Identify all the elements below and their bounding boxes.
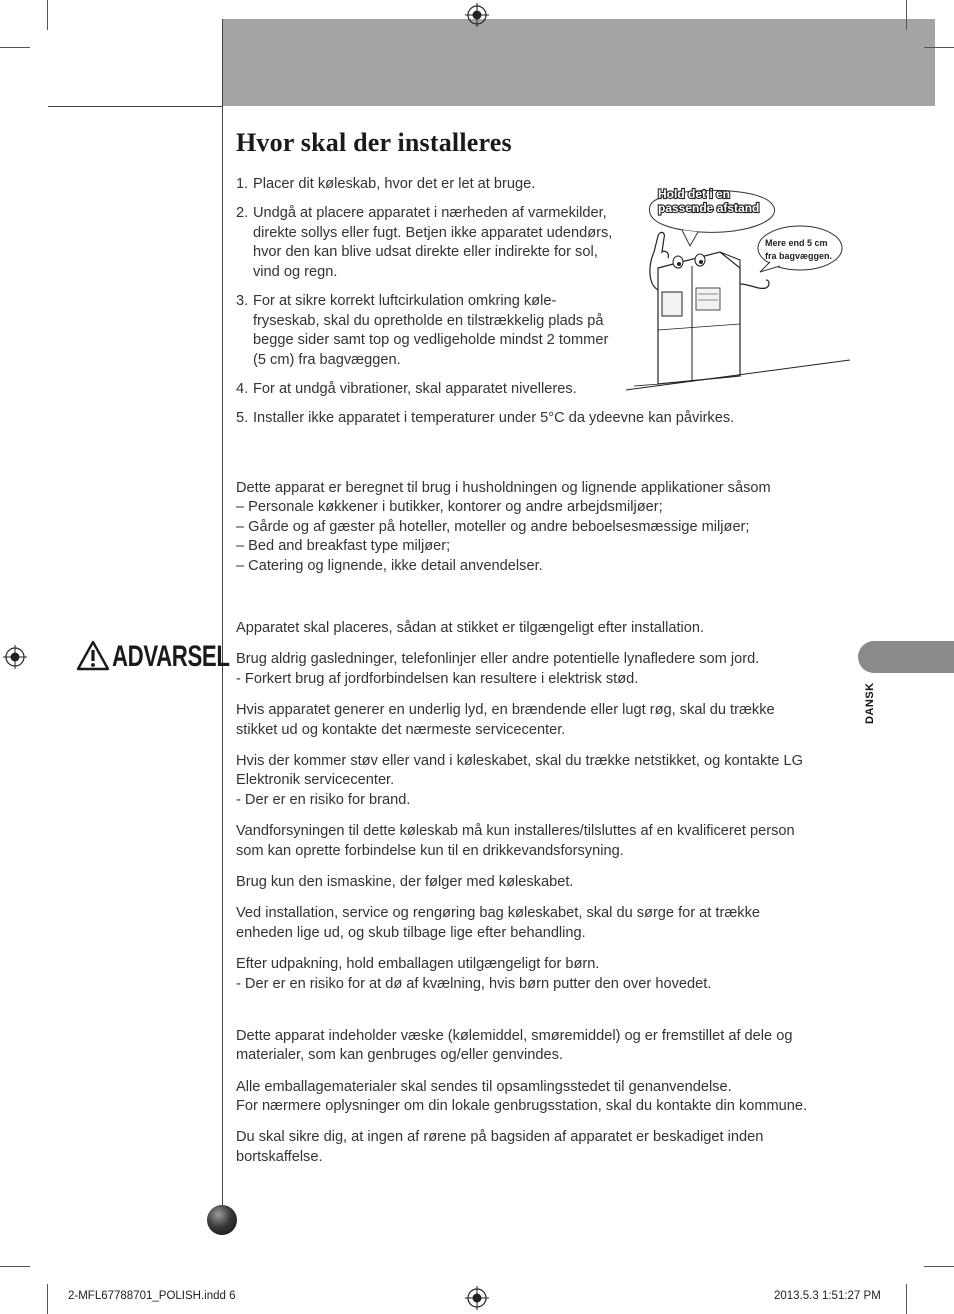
warning-paragraph: Efter udpakning, hold emballagen utilgængeligt for børn. bbox=[236, 956, 600, 972]
crop-mark bbox=[47, 1284, 48, 1314]
registration-mark-icon bbox=[3, 645, 27, 669]
crop-mark bbox=[47, 0, 48, 30]
usage-item: – Personale køkkener i butikker, kontorer og andre arbejdsmiljøer; bbox=[236, 499, 663, 515]
list-number: 2. bbox=[236, 205, 249, 221]
list-item bbox=[236, 409, 836, 429]
registration-mark-icon bbox=[465, 1286, 489, 1310]
warning-paragraph: stikket ud og kontakte det nærmeste servicecenter. bbox=[236, 722, 566, 738]
recycling-paragraph: Dette apparat indeholder væske (kølemiddel, smøremiddel) og er fremstillet af dele og bbox=[236, 1028, 793, 1044]
list-text: Undgå at placere apparatet i nærheden af varmekilder, direkte sollys eller fugt. Betjen ikke apparatet udendørs, hvor den kan blive udsat direkte eller indirekte for sol, vind og regn. bbox=[253, 205, 613, 280]
recycling-paragraph: For nærmere oplysninger om din lokale genbrugsstation, skal du kontakte din kommune. bbox=[236, 1098, 808, 1114]
warning-label: ADVARSEL bbox=[112, 640, 230, 673]
usage-item: – Bed and breakfast type miljøer; bbox=[236, 538, 451, 554]
crop-mark bbox=[0, 47, 30, 48]
list-item bbox=[236, 204, 616, 282]
bubble-left-text-2: passende afstand bbox=[658, 201, 760, 215]
registration-mark-icon bbox=[465, 3, 489, 27]
warning-paragraph: Ved installation, service og rengøring bag køleskabet, skal du sørge for at trække bbox=[236, 905, 761, 921]
usage-item: – Gårde og af gæster på hoteller, moteller og andre beboelsesmæssige miljøer; bbox=[236, 519, 750, 535]
language-label: DANSK bbox=[864, 682, 876, 724]
warning-paragraph: enheden lige ud, og skub tilbage lige efter behandling. bbox=[236, 925, 586, 941]
list-number: 4. bbox=[236, 381, 249, 397]
warning-paragraph: Brug kun den ismaskine, der følger med køleskabet. bbox=[236, 874, 574, 890]
warning-paragraph: Hvis apparatet generer en underlig lyd, en brændende eller lugt røg, skal du trække bbox=[236, 702, 775, 718]
footer-timestamp: 2013.5.3 1:51:27 PM bbox=[774, 1290, 881, 1302]
recycling-paragraph: materialer, som kan genbruges og/eller genvindes. bbox=[236, 1047, 563, 1063]
usage-intro: Dette apparat er beregnet til brug i husholdningen og lignende applikationer såsom bbox=[236, 480, 771, 496]
recycling-paragraph: bortskaffelse. bbox=[236, 1149, 323, 1165]
recycling-paragraph: Du skal sikre dig, at ingen af rørene på bagsiden af apparatet er beskadiget inden bbox=[236, 1129, 764, 1145]
footer-filename: 2-MFL67788701_POLISH.indd 6 bbox=[68, 1290, 236, 1302]
crop-mark bbox=[906, 1284, 907, 1314]
warning-paragraph: - Der er en risiko for brand. bbox=[236, 792, 411, 808]
list-text: For at undgå vibrationer, skal apparatet nivelleres. bbox=[253, 381, 577, 397]
warning-paragraph: - Der er en risiko for at dø af kvælning, hvis børn putter den over hovedet. bbox=[236, 976, 712, 992]
list-item bbox=[236, 380, 636, 400]
warning-triangle-icon bbox=[76, 640, 110, 672]
warning-paragraph: Apparatet skal placeres, sådan at stikket er tilgængeligt efter installation. bbox=[236, 620, 705, 636]
crop-mark bbox=[924, 1266, 954, 1267]
warning-paragraph: Vandforsyningen til dette køleskab må kun installeres/tilsluttes af en kvalificeret person bbox=[236, 823, 795, 839]
bubble-right-text-1: Mere end 5 cm bbox=[765, 238, 828, 248]
warning-paragraph: Elektronik servicecenter. bbox=[236, 772, 395, 788]
list-item bbox=[236, 292, 611, 370]
list-number: 1. bbox=[236, 176, 249, 192]
header-band bbox=[222, 19, 935, 106]
page-marker-ball bbox=[207, 1205, 237, 1235]
warning-paragraph: Brug aldrig gasledninger, telefonlinjer eller andre potentielle lynafledere som jord. bbox=[236, 651, 760, 667]
list-number: 5. bbox=[236, 410, 249, 426]
bubble-right-text-2: fra bagvæggen. bbox=[765, 251, 833, 261]
left-margin-rule bbox=[222, 19, 223, 1235]
warning-paragraph: som kan oprette forbindelse kun til en drikkevandsforsyning. bbox=[236, 843, 624, 859]
warning-paragraph: Hvis der kommer støv eller vand i køleskabet, skal du trække netstikket, og kontakte LG bbox=[236, 753, 803, 769]
header-rule bbox=[48, 106, 222, 107]
language-tab bbox=[858, 641, 954, 673]
crop-mark bbox=[924, 47, 954, 48]
crop-mark bbox=[0, 1266, 30, 1267]
bubble-left-text-1: Hold det i en bbox=[658, 187, 730, 201]
list-text: Placer dit køleskab, hvor det er let at bruge. bbox=[253, 176, 536, 192]
page-title: Hvor skal der installeres bbox=[236, 128, 512, 157]
usage-item: – Catering og lignende, ikke detail anvendelser. bbox=[236, 558, 543, 574]
list-number: 3. bbox=[236, 293, 249, 309]
refrigerator-illustration bbox=[620, 180, 850, 395]
warning-paragraph: - Forkert brug af jordforbindelsen kan resultere i elektrisk stød. bbox=[236, 671, 639, 687]
recycling-paragraph: Alle emballagematerialer skal sendes til opsamlingsstedet til genanvendelse. bbox=[236, 1079, 732, 1095]
crop-mark bbox=[906, 0, 907, 30]
list-text: For at sikre korrekt luftcirkulation omkring køle-fryseskab, skal du opretholde en tilstrækkelig plads på begge sider samt top og vedligeholde mindst 2 tommer (5 cm) fra bagvæggen. bbox=[253, 293, 609, 368]
list-text: Installer ikke apparatet i temperaturer under 5°C da ydeevne kan påvirkes. bbox=[253, 410, 735, 426]
list-item bbox=[236, 175, 616, 195]
